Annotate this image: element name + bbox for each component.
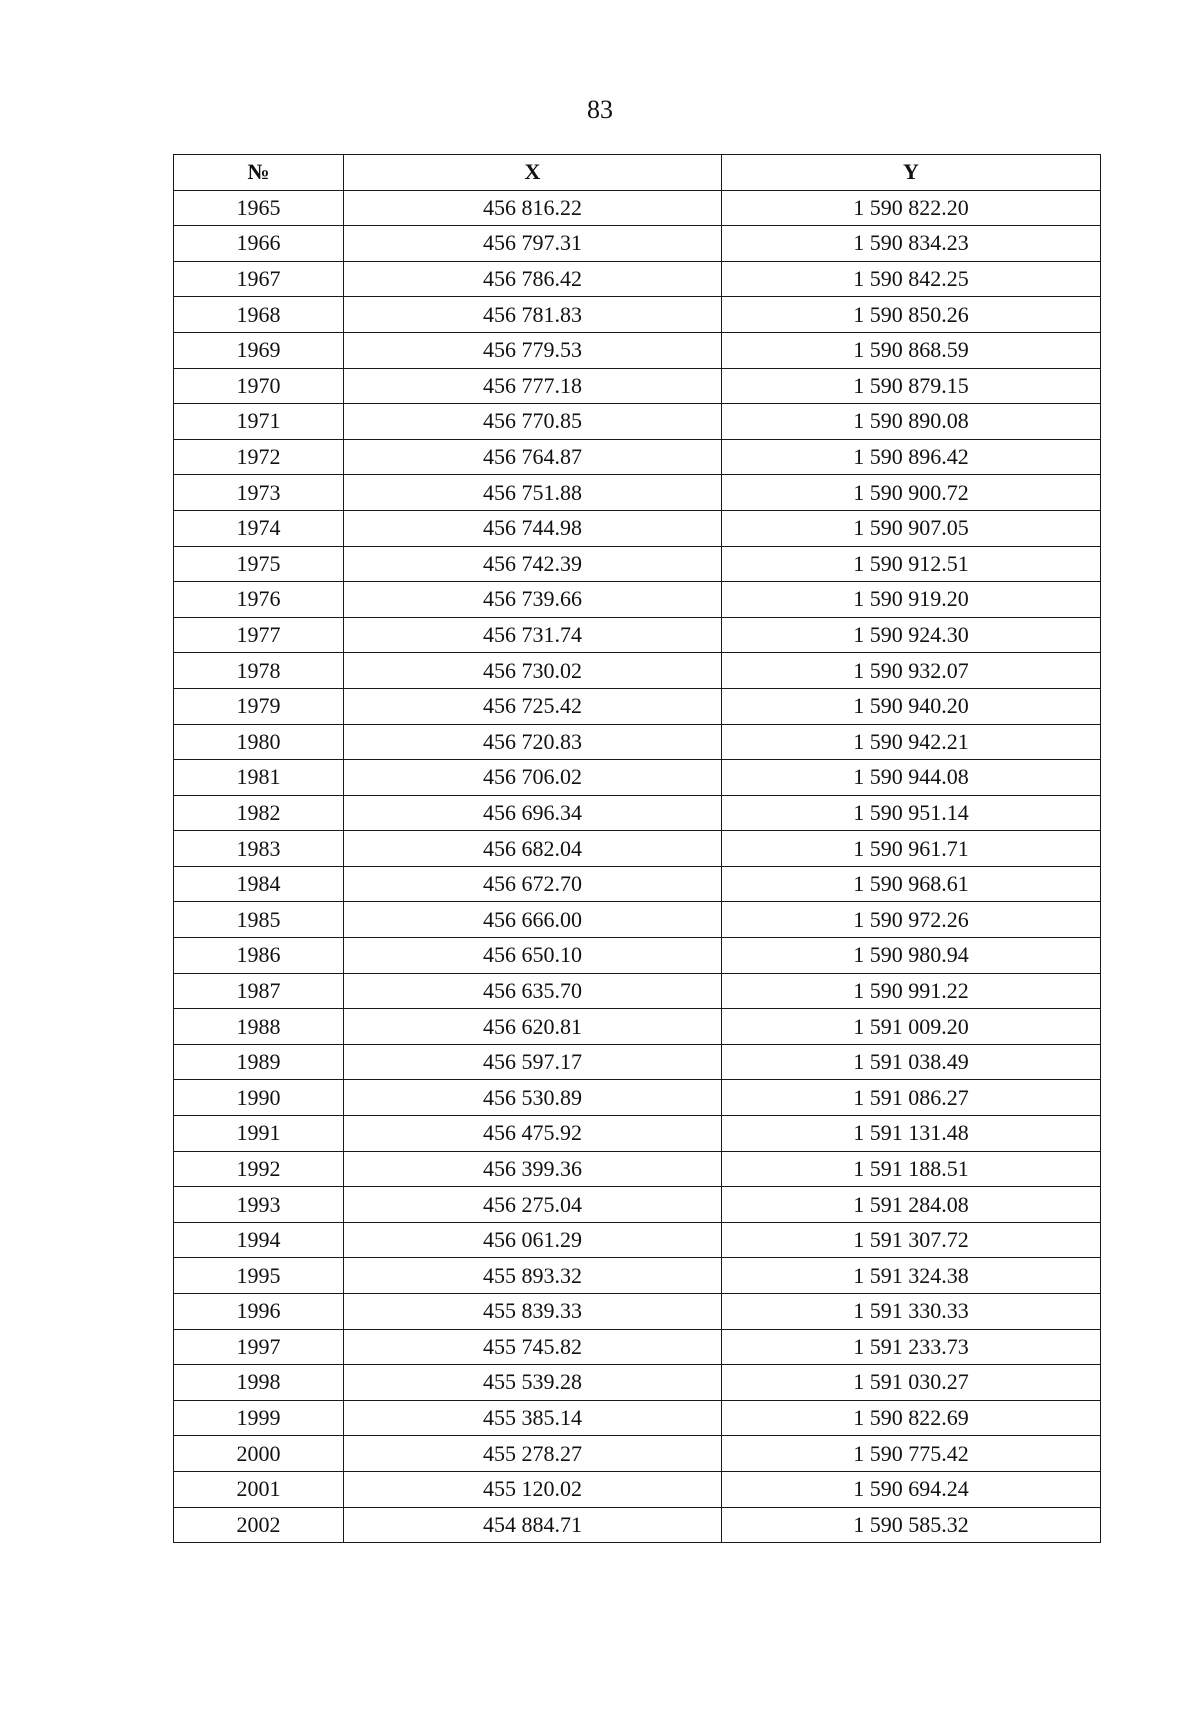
cell-x: 456 620.81: [344, 1009, 722, 1045]
table-row: [174, 973, 1101, 1009]
cell-number: 1981: [174, 760, 344, 796]
cell-y: 1 590 585.32: [722, 1507, 1101, 1543]
cell-y: 1 591 330.33: [722, 1294, 1101, 1330]
cell-y: 1 590 951.14: [722, 795, 1101, 831]
table-row: [174, 404, 1101, 440]
cell-y: 1 590 944.08: [722, 760, 1101, 796]
cell-x: 456 475.92: [344, 1116, 722, 1152]
cell-number: 1987: [174, 973, 344, 1009]
cell-y: 1 591 233.73: [722, 1329, 1101, 1365]
cell-number: 1967: [174, 261, 344, 297]
cell-number: 1979: [174, 688, 344, 724]
table-row: [174, 1222, 1101, 1258]
cell-number: 1974: [174, 510, 344, 546]
table-row: [174, 332, 1101, 368]
cell-x: 456 725.42: [344, 688, 722, 724]
cell-x: 456 777.18: [344, 368, 722, 404]
cell-number: 1994: [174, 1222, 344, 1258]
cell-x: 456 742.39: [344, 546, 722, 582]
column-header-y: Y: [722, 155, 1101, 191]
table-header-row: [174, 155, 1101, 191]
cell-y: 1 591 038.49: [722, 1044, 1101, 1080]
table-row: [174, 1258, 1101, 1294]
cell-x: 456 597.17: [344, 1044, 722, 1080]
table-row: [174, 902, 1101, 938]
table-row: [174, 1436, 1101, 1472]
cell-number: 1990: [174, 1080, 344, 1116]
table-body: [174, 190, 1101, 1543]
cell-number: 1973: [174, 475, 344, 511]
cell-x: 456 530.89: [344, 1080, 722, 1116]
cell-number: 1971: [174, 404, 344, 440]
cell-y: 1 590 868.59: [722, 332, 1101, 368]
cell-number: 1972: [174, 439, 344, 475]
table-row: [174, 1009, 1101, 1045]
cell-x: 456 770.85: [344, 404, 722, 440]
cell-x: 455 385.14: [344, 1400, 722, 1436]
cell-number: 1998: [174, 1365, 344, 1401]
cell-y: 1 590 912.51: [722, 546, 1101, 582]
table-row: [174, 1471, 1101, 1507]
table-row: [174, 439, 1101, 475]
cell-number: 1978: [174, 653, 344, 689]
cell-number: 1965: [174, 190, 344, 226]
cell-y: 1 590 834.23: [722, 226, 1101, 262]
cell-number: 1976: [174, 582, 344, 618]
cell-number: 1989: [174, 1044, 344, 1080]
cell-y: 1 591 307.72: [722, 1222, 1101, 1258]
cell-y: 1 590 961.71: [722, 831, 1101, 867]
cell-x: 456 779.53: [344, 332, 722, 368]
cell-number: 1992: [174, 1151, 344, 1187]
cell-y: 1 590 822.69: [722, 1400, 1101, 1436]
cell-number: 2002: [174, 1507, 344, 1543]
cell-x: 456 744.98: [344, 510, 722, 546]
cell-number: 1991: [174, 1116, 344, 1152]
cell-y: 1 590 775.42: [722, 1436, 1101, 1472]
cell-x: 456 666.00: [344, 902, 722, 938]
cell-x: 455 893.32: [344, 1258, 722, 1294]
cell-x: 456 682.04: [344, 831, 722, 867]
cell-x: 456 816.22: [344, 190, 722, 226]
table-row: [174, 1507, 1101, 1543]
cell-x: 456 672.70: [344, 866, 722, 902]
table-row: [174, 261, 1101, 297]
table-row: [174, 866, 1101, 902]
cell-x: 455 745.82: [344, 1329, 722, 1365]
cell-y: 1 590 879.15: [722, 368, 1101, 404]
table-row: [174, 226, 1101, 262]
cell-y: 1 590 694.24: [722, 1471, 1101, 1507]
cell-number: 1995: [174, 1258, 344, 1294]
table-row: [174, 297, 1101, 333]
cell-number: 1986: [174, 938, 344, 974]
cell-number: 2000: [174, 1436, 344, 1472]
cell-x: 456 275.04: [344, 1187, 722, 1223]
cell-y: 1 591 009.20: [722, 1009, 1101, 1045]
cell-number: 1966: [174, 226, 344, 262]
table-row: [174, 546, 1101, 582]
cell-y: 1 590 932.07: [722, 653, 1101, 689]
cell-y: 1 591 131.48: [722, 1116, 1101, 1152]
cell-x: 456 781.83: [344, 297, 722, 333]
table-row: [174, 1151, 1101, 1187]
table-row: [174, 368, 1101, 404]
cell-y: 1 590 968.61: [722, 866, 1101, 902]
cell-number: 1999: [174, 1400, 344, 1436]
cell-number: 1970: [174, 368, 344, 404]
cell-x: 456 399.36: [344, 1151, 722, 1187]
cell-y: 1 590 972.26: [722, 902, 1101, 938]
column-header-number: №: [174, 155, 344, 191]
table-row: [174, 190, 1101, 226]
cell-x: 455 120.02: [344, 1471, 722, 1507]
cell-x: 456 720.83: [344, 724, 722, 760]
column-header-x: X: [344, 155, 722, 191]
cell-x: 456 751.88: [344, 475, 722, 511]
cell-number: 1988: [174, 1009, 344, 1045]
cell-x: 455 539.28: [344, 1365, 722, 1401]
cell-number: 1982: [174, 795, 344, 831]
cell-x: 456 797.31: [344, 226, 722, 262]
cell-x: 455 278.27: [344, 1436, 722, 1472]
cell-y: 1 590 991.22: [722, 973, 1101, 1009]
cell-y: 1 590 919.20: [722, 582, 1101, 618]
cell-y: 1 591 284.08: [722, 1187, 1101, 1223]
cell-x: 456 764.87: [344, 439, 722, 475]
cell-y: 1 591 030.27: [722, 1365, 1101, 1401]
cell-x: 456 061.29: [344, 1222, 722, 1258]
table-row: [174, 688, 1101, 724]
table-row: [174, 1080, 1101, 1116]
cell-number: 1996: [174, 1294, 344, 1330]
cell-y: 1 590 890.08: [722, 404, 1101, 440]
cell-x: 456 731.74: [344, 617, 722, 653]
cell-x: 456 696.34: [344, 795, 722, 831]
cell-y: 1 591 086.27: [722, 1080, 1101, 1116]
table-row: [174, 938, 1101, 974]
cell-number: 1985: [174, 902, 344, 938]
table-row: [174, 1187, 1101, 1223]
table-row: [174, 724, 1101, 760]
cell-number: 1997: [174, 1329, 344, 1365]
cell-y: 1 590 900.72: [722, 475, 1101, 511]
table-row: [174, 582, 1101, 618]
cell-number: 1993: [174, 1187, 344, 1223]
cell-x: 456 739.66: [344, 582, 722, 618]
cell-number: 1969: [174, 332, 344, 368]
table-row: [174, 795, 1101, 831]
table-row: [174, 617, 1101, 653]
cell-number: 1980: [174, 724, 344, 760]
table-row: [174, 1294, 1101, 1330]
table-row: [174, 760, 1101, 796]
cell-y: 1 590 907.05: [722, 510, 1101, 546]
cell-y: 1 590 850.26: [722, 297, 1101, 333]
cell-number: 2001: [174, 1471, 344, 1507]
cell-number: 1968: [174, 297, 344, 333]
cell-number: 1975: [174, 546, 344, 582]
table-row: [174, 831, 1101, 867]
coordinates-table: [173, 154, 1101, 1543]
cell-y: 1 591 324.38: [722, 1258, 1101, 1294]
table-row: [174, 653, 1101, 689]
cell-y: 1 590 980.94: [722, 938, 1101, 974]
cell-y: 1 591 188.51: [722, 1151, 1101, 1187]
cell-y: 1 590 842.25: [722, 261, 1101, 297]
cell-number: 1984: [174, 866, 344, 902]
page-number: 83: [587, 95, 613, 124]
table-row: [174, 1116, 1101, 1152]
cell-x: 456 730.02: [344, 653, 722, 689]
cell-x: 455 839.33: [344, 1294, 722, 1330]
cell-y: 1 590 924.30: [722, 617, 1101, 653]
cell-x: 456 650.10: [344, 938, 722, 974]
table-row: [174, 1400, 1101, 1436]
cell-x: 456 706.02: [344, 760, 722, 796]
table-row: [174, 475, 1101, 511]
cell-y: 1 590 896.42: [722, 439, 1101, 475]
cell-x: 454 884.71: [344, 1507, 722, 1543]
table-row: [174, 1329, 1101, 1365]
cell-y: 1 590 822.20: [722, 190, 1101, 226]
cell-x: 456 786.42: [344, 261, 722, 297]
cell-x: 456 635.70: [344, 973, 722, 1009]
cell-number: 1983: [174, 831, 344, 867]
table-row: [174, 1365, 1101, 1401]
table-row: [174, 510, 1101, 546]
table-row: [174, 1044, 1101, 1080]
cell-y: 1 590 942.21: [722, 724, 1101, 760]
cell-number: 1977: [174, 617, 344, 653]
cell-y: 1 590 940.20: [722, 688, 1101, 724]
